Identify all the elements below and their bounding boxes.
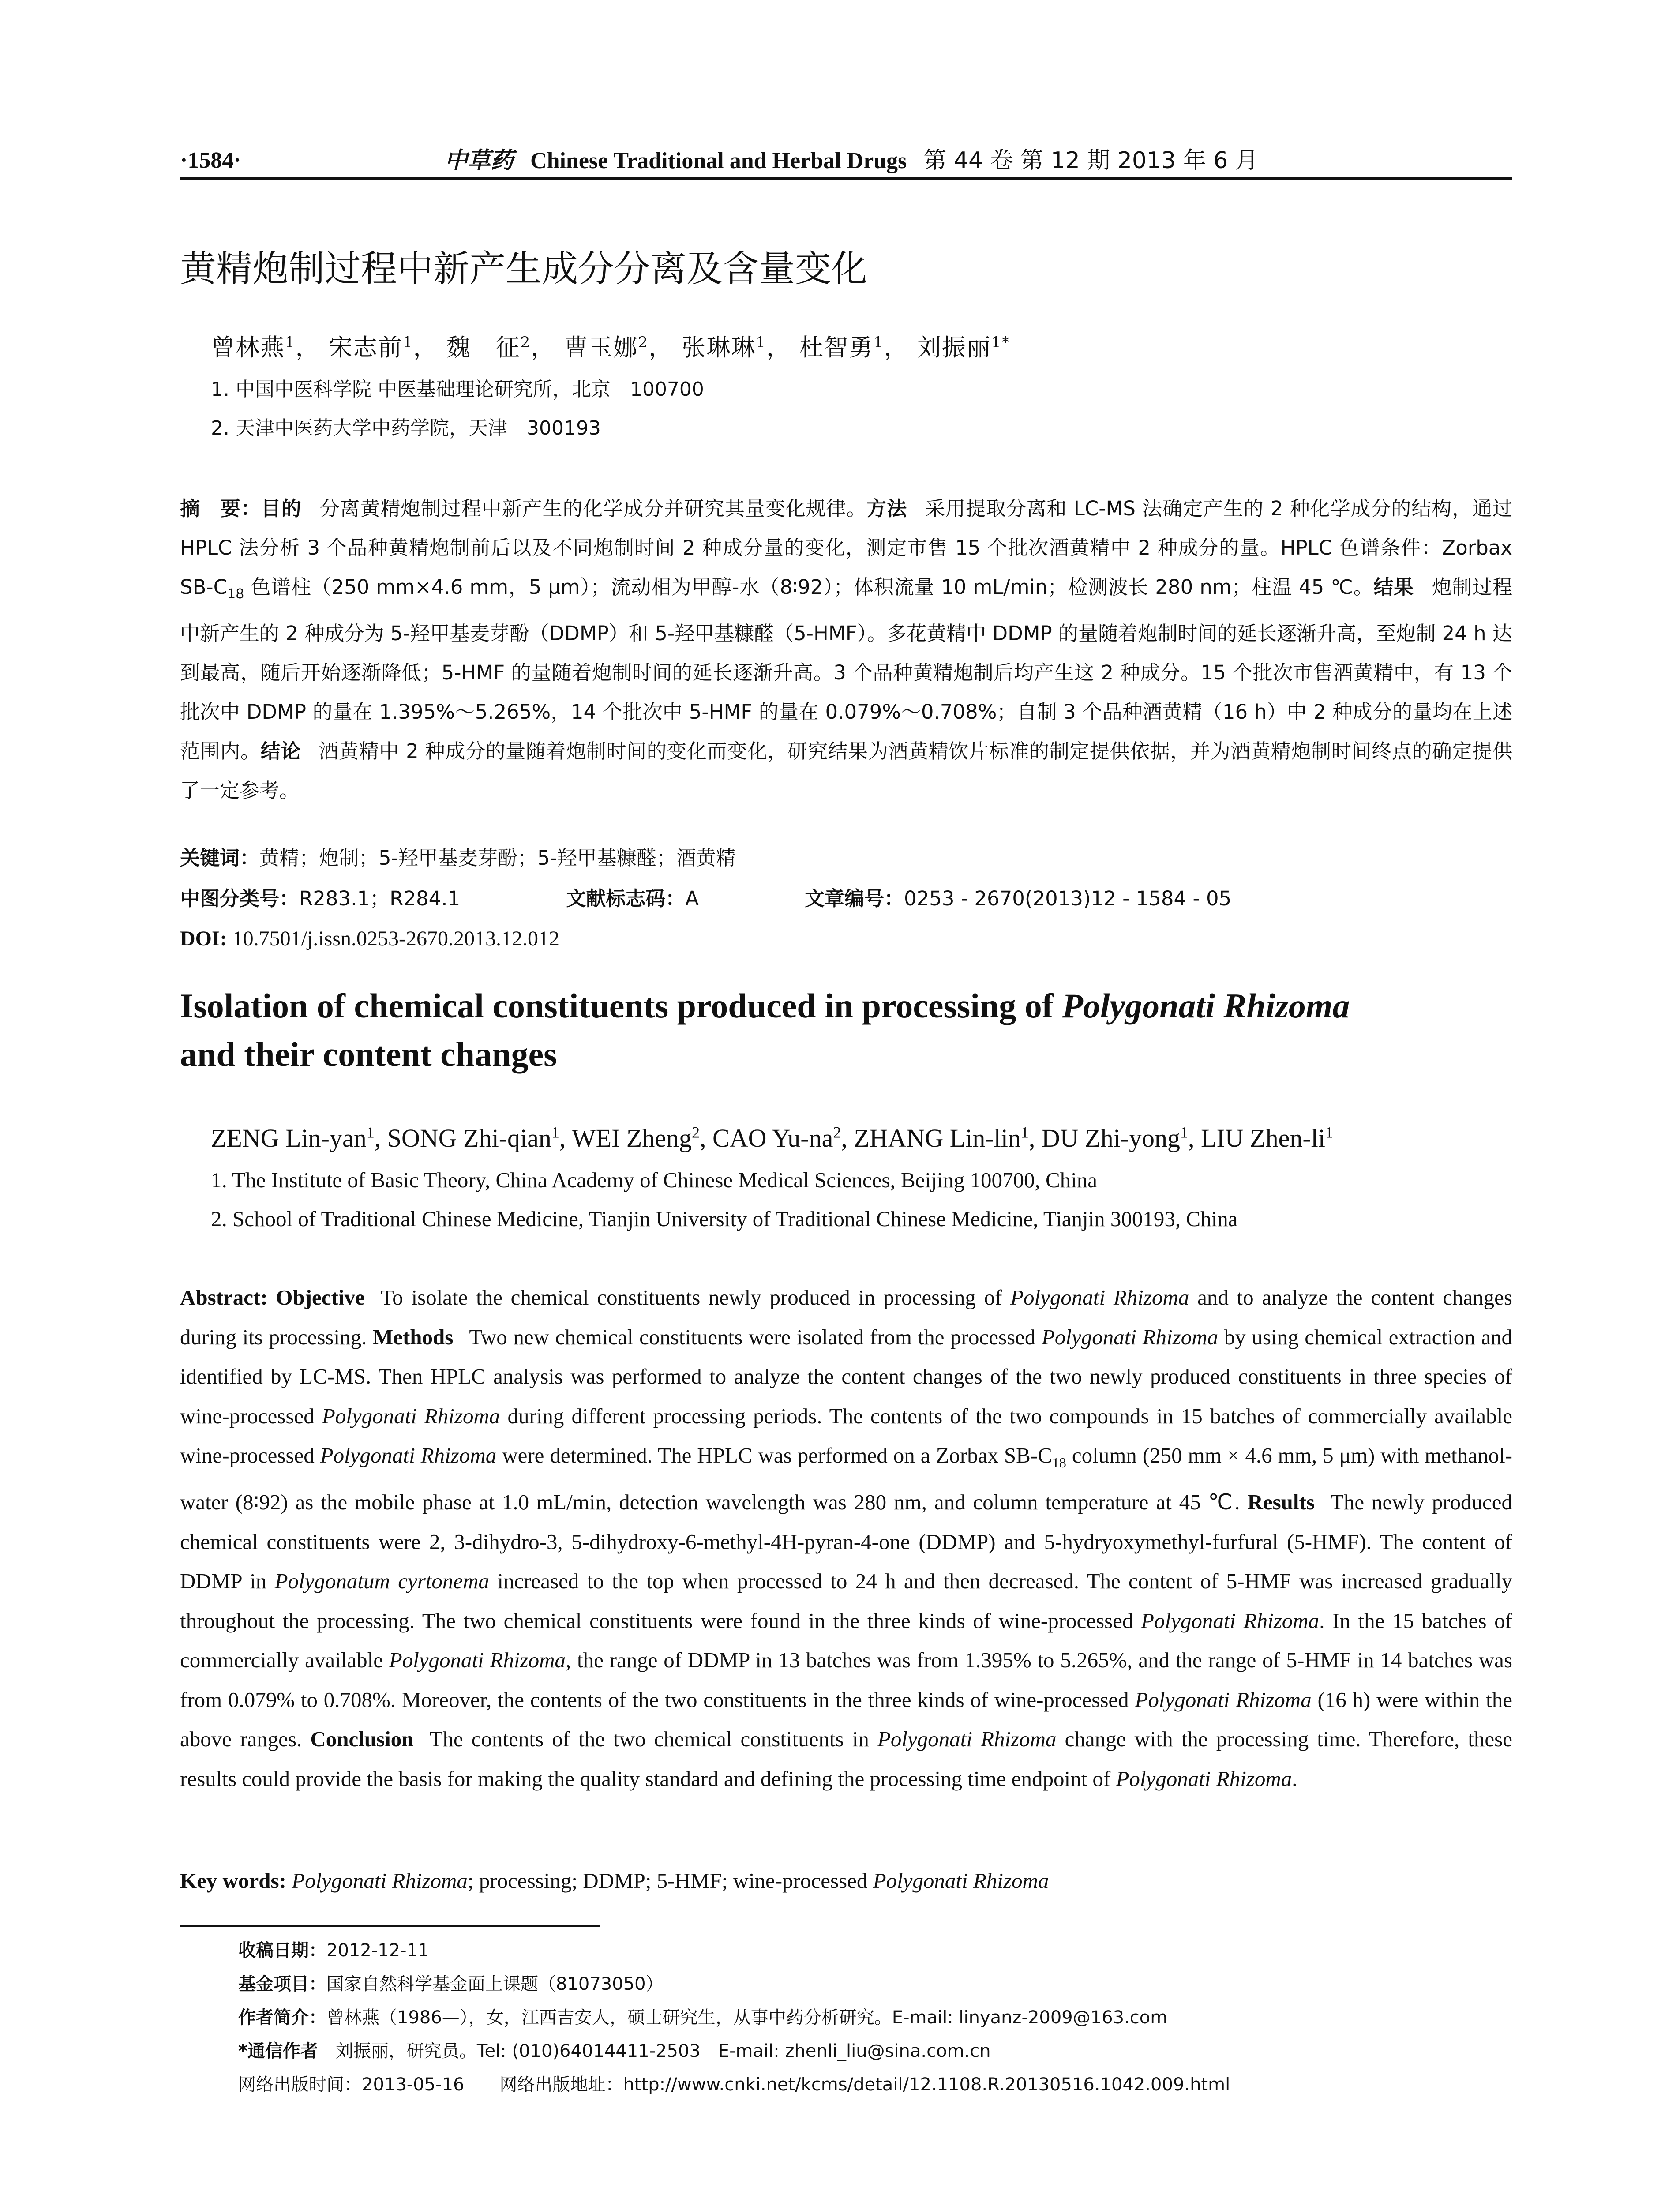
cn-affiliation-2: 2. 天津中医药大学中药学院，天津 300193 [211, 417, 601, 439]
en-affiliation-2: 2. School of Traditional Chinese Medicine, Tianjin University of Traditional Chinese Medicine, Tianjin 300193, China [211, 1207, 1238, 1231]
header-rule [180, 177, 1512, 180]
en-methods-sub: 18 [1052, 1454, 1066, 1471]
cn-keywords-text: 黄精；炮制；5-羟甲基麦芽酚；5-羟甲基糠醛；酒黄精 [259, 846, 736, 870]
cn-author-sup: 1* [991, 334, 1010, 351]
author-bio-value: 曾林燕（1986—），女，江西吉安人，硕士研究生，从事中药分析研究。E-mail: linyanz-2009@163.com [326, 2007, 1168, 2028]
article-label: 文章编号： [805, 887, 904, 910]
en-keywords-text: ; processing; DDMP; 5-HMF; wine-processed [467, 1868, 873, 1893]
en-methods-e: column (250 mm × 4.6 mm, 5 μm) with methanol-water (8∶92) as the mobile phase at 1.0 mL/min, detection wavelength was 280 nm, and column temperature at 45 ℃. [180, 1443, 1512, 1515]
footnote-online [238, 2071, 1230, 2098]
en-author-sup: 1 [1020, 1123, 1029, 1141]
cn-author: 魏 征 [446, 334, 521, 361]
url-value: http://www.cnki.net/kcms/detail/12.1108.R.20130516.1042.009.html [623, 2075, 1230, 2095]
doi-line [180, 921, 559, 957]
en-methods-c: during different processing periods. The contents of the two compounds in 15 batches of commercially available wine-processed [180, 1403, 1512, 1467]
cn-classification [180, 881, 1231, 916]
en-title [180, 982, 1512, 1079]
cn-conclusion-text: 酒黄精中 2 种成分的量随着炮制时间的变化而变化，研究结果为酒黄精饮片标准的制定提供依据，并为酒黄精炮制时间终点的确定提供了一定参考。 [180, 739, 1512, 802]
en-keyword-italic-1: Polygonati Rhizoma [292, 1868, 468, 1893]
cn-keywords-label: 关键词： [180, 846, 260, 870]
author-bio-label: 作者简介： [238, 2007, 326, 2028]
en-results-italic-4: Polygonati Rhizoma [1135, 1687, 1312, 1712]
en-results-italic-2: Polygonati Rhizoma [1141, 1608, 1320, 1633]
cn-results-text: 炮制过程中新产生的 2 种成分为 5-羟甲基麦芽酚（DDMP）和 5-羟甲基糠醛（5-HMF）。多花黄精中 DDMP 的量随着炮制时间的延长逐渐升高，至炮制 24 h 达到最高，随后开始逐渐降低；5-HMF 的量随着炮制时间的延长逐渐升高。3 个品种黄精炮制后均产生这 2 种成分。15 个批次市售酒黄精中，有 13 个批次中 DDMP 的量在 1.395%～5.265%，14 个批次中 5-HMF 的量在 0.079%～0.708%；自制 3 个品种酒黄精（16 h）中 2 种成分的量均在上述范围内。 [180, 575, 1512, 763]
cn-author: 宋志前 [328, 334, 403, 361]
cn-objective-label: 目的 [261, 497, 302, 520]
footnote-received [238, 1937, 429, 1964]
en-objective-italic: Polygonati Rhizoma [1010, 1285, 1189, 1309]
en-authors: ZENG Lin-yan$^1$, SONG Zhi-qian$^1$, WEI Zheng$^2$, CAO $Yu-na^2$, ZHANG Lin-lin$^1$, DU Zhi-yong$^1$, LIU Zhen-$li^1$ [211, 1123, 1333, 1152]
en-results-c: . In the 15 batches of commercially available [180, 1608, 1512, 1673]
article-value: 0253 - 2670(2013)12 - 1584 - 05 [904, 887, 1232, 910]
cn-affiliation-1: 1. 中国中医科学院 中医基础理论研究所，北京 100700 [211, 378, 704, 401]
en-author-sup: 1 [551, 1123, 559, 1141]
doi-label: DOI: [180, 927, 227, 950]
en-methods-italic-3: Polygonati Rhizoma [320, 1443, 497, 1467]
footnote-author [238, 2004, 1167, 2031]
en-methods-b: by using chemical extraction and identified by LC-MS. Then HPLC analysis was performed to analyze the content changes of the two newly produced constituents in three species of wine-processed [180, 1324, 1513, 1428]
en-affiliation-1: 1. The Institute of Basic Theory, China Academy of Chinese Medical Sciences, Beijing 100700, China [211, 1168, 1098, 1192]
doccode-label: 文献标志码： [566, 887, 686, 910]
cn-author: 张琳琳 [682, 334, 756, 361]
issue-info: 第 44 卷 第 12 期 2013 年 6 月 [923, 147, 1258, 174]
en-objective-a: To isolate the chemical constituents newly produced in processing of [380, 1285, 1011, 1309]
en-results-italic-3: Polygonati Rhizoma [389, 1648, 566, 1673]
en-conclusion-c: . [1292, 1766, 1298, 1791]
cn-methods-sub: 18 [227, 586, 244, 602]
en-author: WEI Zheng [571, 1124, 692, 1152]
en-results-b: increased to the top when processed to 24 h and then decreased. The content of 5-HMF was increased gradually throughout the processing. The two chemical constituents were found in the three kinds of wine-processed [180, 1569, 1513, 1633]
en-results-label: Results [1247, 1490, 1315, 1515]
en-abstract [180, 1278, 1512, 1798]
page-number: ·1584· [180, 148, 241, 173]
doccode-value: A [685, 887, 699, 910]
cn-author: 曹玉娜 [564, 334, 638, 361]
en-keywords-label: Key words: [180, 1868, 286, 1893]
en-conclusion-label: Conclusion [310, 1727, 414, 1752]
journal-cn-name: 中草药 [445, 147, 514, 174]
running-header [180, 140, 1512, 181]
cn-author: 曾林燕 [211, 334, 285, 361]
cn-conclusion-label: 结论 [260, 739, 301, 763]
en-author: CAO Yu-na [712, 1124, 833, 1152]
en-author: ZENG Lin-yan [211, 1124, 367, 1152]
corr-label: *通信作者 [238, 2041, 318, 2061]
cn-objective-text: 分离黄精炮制过程中新产生的化学成分并研究其量变化规律。 [319, 497, 867, 520]
en-author-sup: 1 [1180, 1123, 1189, 1141]
en-author-sup: 1 [366, 1123, 375, 1141]
journal-en-name: Chinese Traditional and Herbal Drugs [530, 148, 907, 173]
en-title-part-b: and their content changes [180, 1035, 557, 1073]
en-results-d: , the range of DDMP in 13 batches was from 1.395% to 5.265%, and the range of 5-HMF in 14 batches was from 0.079% to 0.708%. Moreover, the contents of the two constituents in the three kinds of wine-processed [180, 1648, 1512, 1712]
fund-value: 国家自然科学基金面上课题（81073050） [326, 1974, 664, 1994]
online-label: 网络出版时间： [238, 2075, 362, 2095]
corr-value: 刘振丽，研究员。Tel: (010)64014411-2503 E-mail: zhenli_liu@sina.com.cn [335, 2041, 991, 2061]
footnote-fund [238, 1970, 664, 1998]
received-label: 收稿日期： [238, 1940, 326, 1961]
cn-results-label: 结果 [1373, 575, 1414, 599]
en-methods-a: Two new chemical constituents were isolated from the processed [469, 1324, 1042, 1349]
journal-line [445, 140, 1258, 181]
cn-author-sup: 1 [402, 334, 413, 351]
en-conclusion-a: The contents of the two chemical constituents in [429, 1727, 878, 1752]
en-conclusion-b: change with the processing time. Therefore, these results could provide the basis for making the quality standard and defining the processing time endpoint of [180, 1727, 1512, 1791]
en-conclusion-italic-1: Polygonati Rhizoma [877, 1727, 1057, 1752]
en-author: LIU Zhen-li [1201, 1124, 1325, 1152]
en-author-sup: 2 [692, 1123, 700, 1141]
received-value: 2012-12-11 [326, 1940, 429, 1961]
url-label: 网络出版地址： [499, 2075, 623, 2095]
en-author-sup: 2 [833, 1123, 841, 1141]
cn-author: 刘振丽 [917, 334, 991, 361]
cn-title: 黄精炮制过程中新产生成分分离及含量变化 [180, 248, 868, 290]
en-keywords [180, 1863, 1049, 1898]
footnote-corresponding [238, 2037, 991, 2065]
en-author-sup: 1 [1325, 1123, 1333, 1141]
en-results-a: The newly produced chemical constituents were 2, 3-dihydro-3, 5-dihydroxy-6-methyl-4H-pyran-4-one (DDMP) and 5-hydryoxymethyl-furfural (5-HMF). The content of DDMP in [180, 1490, 1513, 1594]
en-title-italic: Polygonati Rhizoma [1062, 987, 1350, 1025]
en-methods-d: were determined. The HPLC was performed on a Zorbax SB-C [496, 1443, 1052, 1467]
cn-methods-label: 方法 [866, 497, 908, 520]
en-results-italic-1: Polygonatum cyrtonema [274, 1569, 490, 1594]
en-objective-b: and to analyze the content changes during its processing. [180, 1285, 1513, 1349]
clc-label: 中图分类号： [180, 887, 300, 910]
en-author: DU Zhi-yong [1041, 1124, 1181, 1152]
fund-label: 基金项目： [238, 1974, 326, 1994]
en-objective-label: Objective [276, 1285, 365, 1309]
en-author: ZHANG Lin-lin [854, 1124, 1021, 1152]
en-keyword-italic-2: Polygonati Rhizoma [873, 1868, 1049, 1893]
cn-author-sup: 1 [285, 334, 296, 351]
online-value: 2013-05-16 [362, 2075, 465, 2095]
cn-abstract-label: 摘 要： [180, 497, 261, 520]
cn-methods-text-b: 色谱柱（250 mm×4.6 mm，5 μm）；流动相为甲醇-水（8∶92）；体积流量 10 mL/min；检测波长 280 nm；柱温 45 ℃。 [244, 575, 1374, 599]
en-results-e: (16 h) were within the above ranges. [180, 1687, 1512, 1752]
cn-methods-text-a: 采用提取分离和 LC-MS 法确定产生的 2 种化学成分的结构，通过 HPLC 法分析 3 个品种黄精炮制前后以及不同炮制时间 2 种成分量的变化，测定市售 15 个批次酒黄精中 2 种成分的量。HPLC 色谱条件：Zorbax SB-C [180, 497, 1512, 599]
cn-author-sup: 1 [874, 334, 884, 351]
cn-author: 杜智勇 [799, 334, 874, 361]
en-methods-italic-1: Polygonati Rhizoma [1041, 1324, 1219, 1349]
en-title-part-a: Isolation of chemical constituents produced in processing of [180, 987, 1062, 1025]
cn-keywords [180, 840, 736, 876]
en-conclusion-italic-2: Polygonati Rhizoma [1116, 1766, 1292, 1791]
footnote-rule [180, 1925, 600, 1927]
clc-value: R283.1；R284.1 [299, 887, 461, 910]
cn-author-sup: 1 [756, 334, 766, 351]
en-author: SONG Zhi-qian [387, 1124, 551, 1152]
en-methods-label: Methods [372, 1324, 454, 1349]
cn-author-sup: 2 [638, 334, 649, 351]
cn-authors: 曾林燕$^1$， 宋志前$^1$， 魏 征$^2$， 曹玉娜$^2$， 张琳琳$^1$， 杜智勇$^1$， 刘振丽$^{1*}$ [211, 334, 1010, 361]
en-methods-italic-2: Polygonati Rhizoma [322, 1403, 500, 1428]
cn-author-sup: 2 [520, 334, 531, 351]
doi-value: 10.7501/j.issn.0253-2670.2013.12.012 [232, 927, 560, 950]
en-abstract-label: Abstract: [180, 1285, 268, 1309]
cn-abstract [180, 489, 1512, 810]
